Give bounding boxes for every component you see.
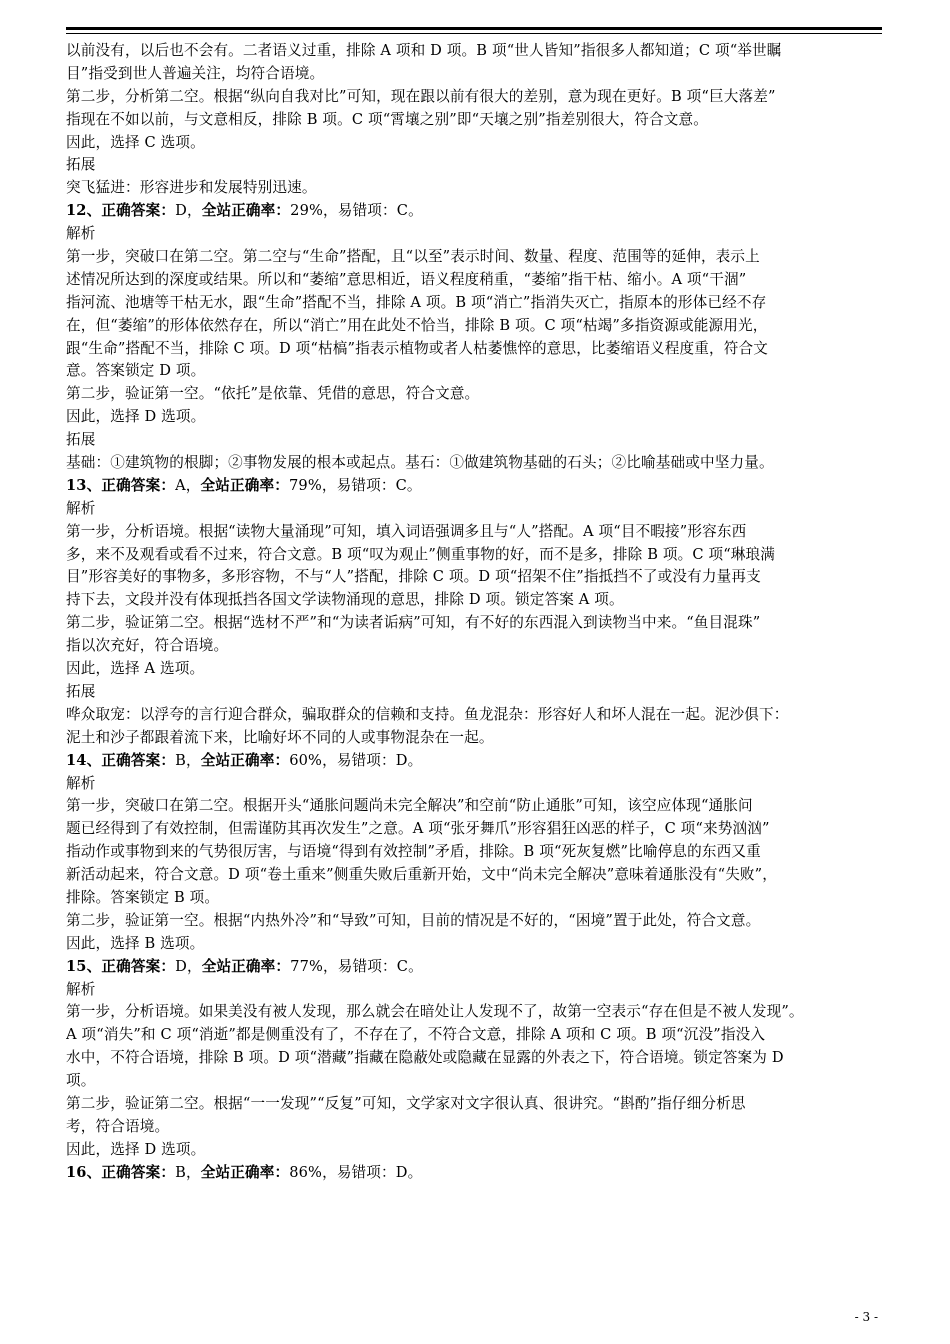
text-line: 泥土和沙子都跟着流下来，比喻好坏不同的人或事物混杂在一起。 — [66, 728, 494, 746]
document-body — [66, 40, 886, 1185]
answer-value: B， — [175, 1163, 201, 1181]
accuracy-label: 全站正确率： — [200, 751, 290, 769]
page-number: - 3 - — [854, 1310, 878, 1324]
question-number: 13、 — [66, 476, 102, 494]
text-line: 在，但“萎缩”的形体依然存在，所以“消亡”用在此处不恰当，排除 B 项。C 项“枯竭”多指资源或能源用光， — [66, 316, 768, 334]
answer-label: 正确答案： — [101, 957, 176, 975]
text-line: 解析 — [66, 499, 96, 517]
text-line: 第二步，验证第一空。根据“内热外冷”和“导致”可知，目前的情况是不好的，“困境”置于此处，符合文意。 — [66, 911, 761, 929]
text-line: 目”指受到世人普遍关注，均符合语境。 — [66, 64, 325, 82]
answer-value: A， — [175, 476, 201, 494]
question-number: 16、 — [66, 1163, 102, 1181]
text-line: 解析 — [66, 980, 96, 998]
text-line: 拓展 — [66, 156, 96, 174]
accuracy-value: 60%，易错项：D。 — [289, 751, 423, 769]
answer-line — [66, 750, 886, 773]
accuracy-value: 77%，易错项：C。 — [290, 957, 423, 975]
text-line: 第一步，分析语境。根据“读物大量涌现”可知，填入词语强调多且与“人”搭配。A 项“目不暇接”形容东西 — [66, 522, 747, 540]
text-line: A 项“消失”和 C 项“消逝”都是侧重没有了，不存在了，不符合文意，排除 A 项和 C 项。B 项“沉没”指没入 — [66, 1026, 766, 1044]
accuracy-value: 29%，易错项：C。 — [290, 202, 423, 220]
accuracy-label: 全站正确率： — [200, 476, 289, 494]
text-line: 因此，选择 A 选项。 — [66, 660, 205, 678]
text-line: 述情况所达到的深度或结果。所以和“萎缩”意思相近，语义程度稍重，“萎缩”指干枯、缩小。A 项“干涸” — [66, 270, 747, 288]
text-line: 第一步，突破口在第二空。第二空与“生命”搭配，且“以至”表示时间、数量、程度、范围等的延伸，表示上 — [66, 248, 760, 266]
text-line: 哗众取宠：以浮夸的言行迎合群众，骗取群众的信赖和支持。鱼龙混杂：形容好人和坏人混在一起。泥沙俱下： — [66, 705, 789, 723]
text-line: 突飞猛进：形容进步和发展特别迅速。 — [66, 179, 317, 197]
answer-value: B， — [175, 751, 201, 769]
text-line: 指以次充好，符合语境。 — [66, 637, 229, 655]
question-number: 15、 — [66, 957, 102, 975]
text-line: 基础：①建筑物的根脚；②事物发展的根本或起点。基石：①做建筑物基础的石头；②比喻基础或中坚力量。 — [66, 454, 774, 472]
answer-value: D， — [175, 957, 202, 975]
header-rule-thick — [66, 27, 882, 30]
text-line: 目”形容美好的事物多，多形容物，不与“人”搭配，排除 C 项。D 项“招架不住”指抵挡不了或没有力量再支 — [66, 568, 761, 586]
answer-line — [66, 956, 886, 979]
answer-label: 正确答案： — [101, 751, 176, 769]
text-line: 第二步，验证第二空。根据“一一发现”“反复”可知，文学家对文字很认真、很讲究。“斟酌”指仔细分析思 — [66, 1094, 746, 1112]
text-line: 指动作或事物到来的气势很厉害，与语境“得到有效控制”矛盾，排除。B 项“死灰复燃”比喻停息的东西又重 — [66, 843, 761, 861]
text-line: 第一步，突破口在第二空。根据开头“通胀问题尚未完全解决”和空前“防止通胀”可知，该空应体现“通胀问 — [66, 797, 753, 815]
text-line: 新活动起来，符合文意。D 项“卷土重来”侧重失败后重新开始，文中“尚未完全解决”意味着通胀没有“失败”， — [66, 866, 778, 884]
answer-label: 正确答案： — [101, 476, 176, 494]
text-line: 考，符合语境。 — [66, 1117, 170, 1135]
text-line: 排除。答案锁定 B 项。 — [66, 888, 220, 906]
text-line: 指河流、池塘等干枯无水，跟“生命”搭配不当，排除 A 项。B 项“消亡”指消失灭亡，指原本的形体已经不存 — [66, 293, 767, 311]
text-line: 解析 — [66, 774, 96, 792]
text-line: 多，来不及观看或看不过来，符合文意。B 项“叹为观止”侧重事物的好，而不是多，排除 B 项。C 项“琳琅满 — [66, 545, 776, 563]
answer-line — [66, 200, 886, 223]
accuracy-label: 全站正确率： — [201, 957, 291, 975]
answer-line — [66, 475, 886, 498]
text-line: 因此，选择 C 选项。 — [66, 133, 205, 151]
accuracy-value: 79%，易错项：C。 — [289, 476, 422, 494]
answer-label: 正确答案： — [101, 202, 176, 220]
text-line: 第一步，分析语境。如果美没有被人发现，那么就会在暗处让人发现不了，故第一空表示“存在但是不被人发现”。 — [66, 1003, 804, 1021]
text-line: 拓展 — [66, 682, 96, 700]
text-line: 因此，选择 D 选项。 — [66, 1140, 206, 1158]
header-rule-thin — [66, 33, 882, 34]
text-line: 以前没有，以后也不会有。二者语义过重，排除 A 项和 D 项。B 项“世人皆知”指很多人都知道；C 项“举世瞩 — [66, 42, 782, 59]
text-line: 第二步，验证第一空。“依托”是依靠、凭借的意思，符合文意。 — [66, 385, 480, 403]
text-line: 意。答案锁定 D 项。 — [66, 362, 206, 380]
question-number: 12、 — [66, 202, 102, 220]
text-line: 指现在不如以前，与文意相反，排除 B 项。C 项“霄壤之别”即“天壤之别”指差别很大，符合文意。 — [66, 110, 709, 128]
text-line: 因此，选择 D 选项。 — [66, 408, 206, 426]
text-line: 水中，不符合语境，排除 B 项。D 项“潜藏”指藏在隐蔽处或隐藏在显露的外表之下，符合语境。锁定答案为 D — [66, 1049, 784, 1067]
question-number: 14、 — [66, 751, 102, 769]
accuracy-value: 86%，易错项：D。 — [289, 1163, 423, 1181]
text-line: 第二步，分析第二空。根据“纵向自我对比”可知，现在跟以前有很大的差别，意为现在更好。B 项“巨大落差” — [66, 87, 776, 105]
text-line: 拓展 — [66, 431, 96, 449]
answer-line — [66, 1162, 886, 1185]
text-line: 跟“生命”搭配不当，排除 C 项。D 项“枯槁”指表示植物或者人枯萎憔悴的意思，比萎缩语义程度重，符合文 — [66, 339, 768, 357]
text-line: 因此，选择 B 选项。 — [66, 934, 205, 952]
text-line: 第二步，验证第二空。根据“选材不严”和“为读者诟病”可知，有不好的东西混入到读物当中来。“鱼目混珠” — [66, 614, 761, 632]
answer-value: D， — [175, 202, 202, 220]
accuracy-label: 全站正确率： — [200, 1163, 290, 1181]
answer-label: 正确答案： — [101, 1163, 176, 1181]
text-line: 项。 — [66, 1072, 96, 1090]
accuracy-label: 全站正确率： — [201, 202, 291, 220]
text-line: 解析 — [66, 225, 96, 243]
text-line: 题已经得到了有效控制，但需谨防其再次发生”之意。A 项“张牙舞爪”形容猖狂凶恶的样子，C 项“来势汹汹” — [66, 820, 770, 838]
text-line: 持下去，文段并没有体现抵挡各国文学读物涌现的意思，排除 D 项。锁定答案 A 项。 — [66, 591, 624, 609]
